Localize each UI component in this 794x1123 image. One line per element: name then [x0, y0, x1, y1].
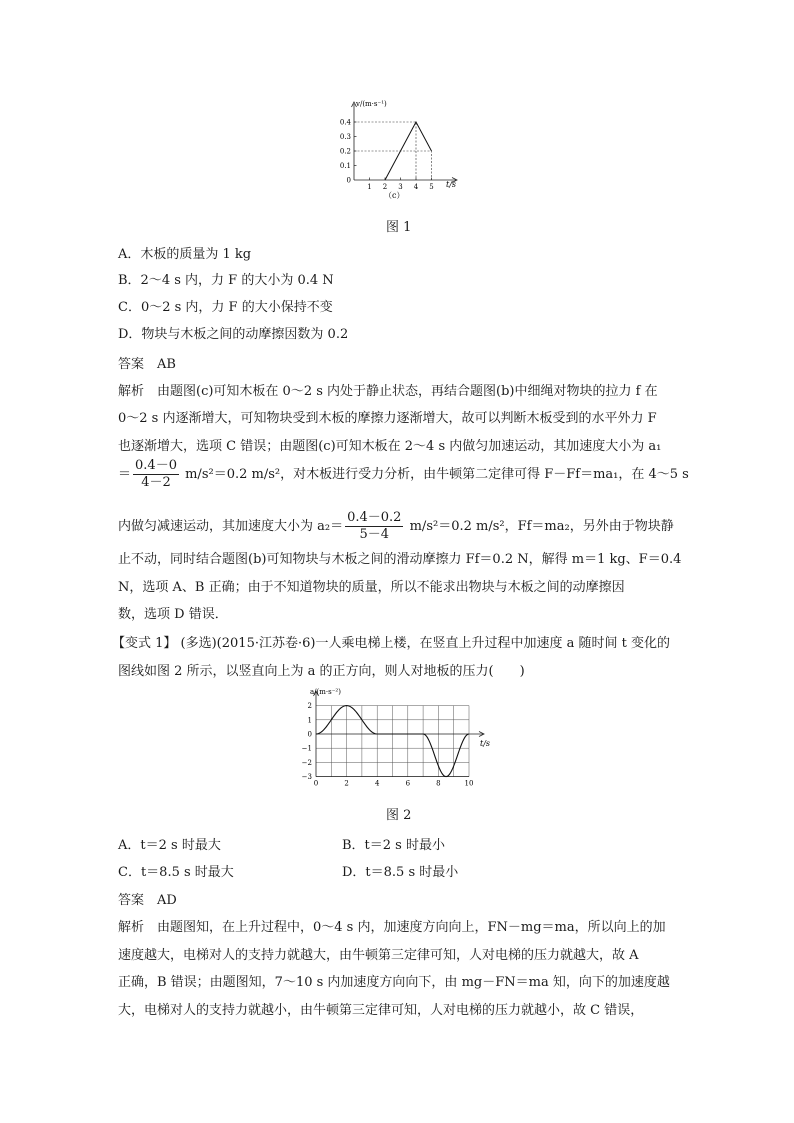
figure-2-x-tick-label: 2 [344, 779, 349, 788]
figure-2-y-tick-label: −2 [301, 758, 312, 767]
figure-1-caption: 图 1 [386, 220, 412, 235]
figure-2-y-tick-label: 1 [307, 716, 312, 725]
figure-2-xlabel: t/s [480, 739, 491, 748]
analysis-1-line-5-rest: m/s²＝0.2 m/s²，Ff＝ma₂，另外由于物块静 [409, 519, 674, 534]
figure-1-x-tick-label: 2 [382, 183, 388, 191]
analysis-1-line-4 [118, 458, 689, 491]
option-1-b: B．2～4 s 内，力 F 的大小为 0.4 N [118, 273, 334, 288]
answer-2: 答案 AD [118, 893, 177, 908]
figure-2-axes [302, 691, 484, 788]
figure-1-axes [340, 102, 457, 191]
figure-2-x-tick-label: 10 [464, 779, 474, 788]
option-2-a: A．t＝2 s 时最大 [118, 838, 221, 853]
analysis-2-line-4: 大，电梯对人的支持力就越小，由牛顿第三定律可知，人对电梯的压力就越小，故 C 错误， [118, 1003, 644, 1018]
figure-1-xlabel: t/s [446, 180, 457, 189]
figure-2-caption: 图 2 [386, 808, 412, 823]
option-1-d: D．物块与木板之间的动摩擦因数为 0.2 [118, 327, 349, 342]
figure-2-ylabel: a/(m·s⁻²) [310, 688, 341, 696]
analysis-1-line-1: 解析 由题图(c)可知木板在 0～2 s 内处于静止状态，再结合题图(b)中细绳对物块的拉力 f 在 [118, 384, 658, 399]
figure-1-x-tick-label: 3 [398, 183, 403, 191]
figure-1-y-tick-label: 0.4 [339, 118, 351, 127]
option-2-c: C．t＝8.5 s 时最大 [118, 865, 234, 880]
analysis-1-line-7: N，选项 A、B 正确；由于不知道物块的质量，所以不能求出物块与木板之间的动摩擦因 [118, 580, 625, 595]
figure-1-sub: （c） [384, 191, 405, 200]
figure-1-x-tick-label: 5 [429, 183, 434, 191]
analysis-2-line-1: 解析 由题图知，在上升过程中，0～4 s 内，加速度方向向上，FN－mg＝ma，所以向上的加 [118, 920, 666, 935]
figure-1-x-tick-label: 4 [413, 183, 419, 191]
figure-1-y-tick-label: 0.2 [339, 147, 351, 156]
analysis-1-line-5 [118, 510, 674, 543]
answer-1: 答案 AB [118, 357, 176, 372]
figure-2-x-tick-label: 8 [436, 779, 441, 788]
figure-2-x-tick-label: 0 [313, 779, 319, 788]
figure-1-x-tick-label: 1 [367, 183, 372, 191]
option-1-c: C．0～2 s 内，力 F 的大小保持不变 [118, 300, 333, 315]
figure-1-y-tick-label: 0.1 [339, 162, 351, 170]
figure-2-y-tick-label: −3 [301, 773, 312, 782]
fraction-a1-num: 0.4－0 [135, 458, 177, 473]
analysis-2-line-2: 速度越大，电梯对人的支持力就越大，由牛顿第三定律可知，人对电梯的压力就越大，故 A [118, 948, 639, 963]
fraction-a2 [345, 510, 403, 543]
analysis-1-line-6: 止不动，同时结合题图(b)可知物块与木板之间的滑动摩擦力 Ff＝0.2 N，解得 m＝1 kg、F＝0.4 [118, 552, 682, 567]
option-2-d: D．t＝8.5 s 时最小 [342, 865, 459, 880]
fraction-a1-den: 4－2 [141, 475, 171, 490]
option-2-b: B．t＝2 s 时最小 [342, 838, 445, 853]
figure-1-chart [334, 92, 464, 202]
analysis-1-line-8: 数，选项 D 错误． [118, 607, 228, 622]
analysis-2-line-3: 正确，B 错误；由题图知，7～10 s 内加速度方向向下，由 mg－FN＝ma 知，向下的加速度越 [118, 975, 670, 990]
fraction-a2-num: 0.4－0.2 [347, 510, 402, 525]
analysis-1-line-4-rest: m/s²＝0.2 m/s²，对木板进行受力分析，由牛顿第二定律可得 F－Ff＝ma₁，在 4～5 s [185, 467, 689, 482]
figure-2-y-tick-label: 2 [307, 702, 312, 711]
analysis-1-eq-sign: ＝ [118, 467, 132, 482]
option-1-a: A．木板的质量为 1 kg [118, 247, 252, 262]
variant-1-line-2: 图线如图 2 所示，以竖直向上为 a 的正方向，则人对地板的压力( ) [118, 664, 525, 679]
analysis-1-line-2: 0～2 s 内逐渐增大，可知物块受到木板的摩擦力逐渐增大，故可以判断木板受到的水平外力 F [118, 411, 657, 426]
analysis-1-line-5-start: 内做匀减速运动，其加速度大小为 a₂＝ [118, 519, 344, 534]
variant-1-line-1: 【变式 1】 (多选)(2015·江苏卷·6)一人乘电梯上楼，在竖直上升过程中加速度 a 随时间 t 变化的 [112, 636, 670, 651]
figure-2-y-tick-label: −1 [301, 744, 312, 753]
figure-1-y-tick-label: 0 [346, 176, 351, 185]
figure-1-y-tick-label: 0.3 [339, 133, 351, 141]
figure-1-ylabel: v/(m·s⁻¹) [356, 100, 387, 108]
fraction-a1 [133, 458, 179, 491]
figure-2-chart [294, 686, 504, 796]
figure-2-x-tick-label: 4 [374, 779, 380, 788]
figure-2-y-tick-label: 0 [307, 730, 312, 739]
analysis-1-line-3: 也逐渐增大，选项 C 错误；由题图(c)可知木板在 2～4 s 内做匀加速运动，其加速度大小为 a₁ [118, 439, 662, 454]
figure-2-x-tick-label: 6 [405, 779, 411, 788]
fraction-a2-den: 5－4 [359, 527, 390, 542]
